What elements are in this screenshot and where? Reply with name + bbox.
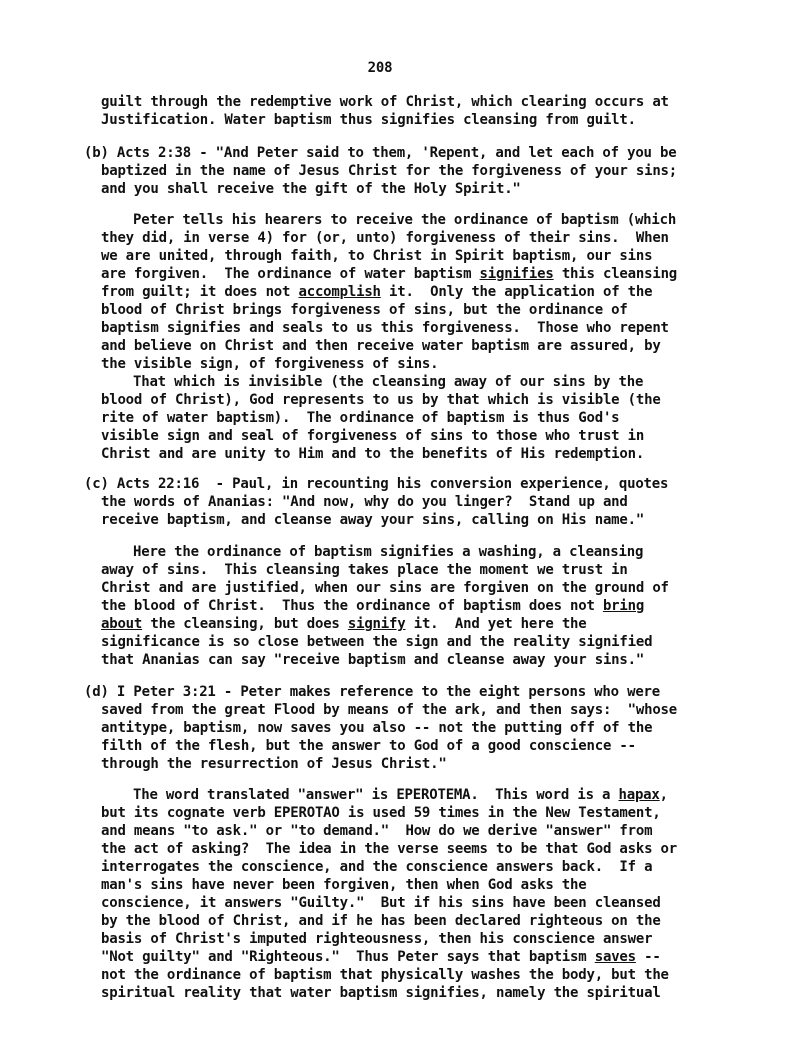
text-line: about the cleansing, but does signify it. And yet here the [101,616,587,632]
text-line: they did, in verse 4) for (or, unto) forgiveness of their sins. When [101,230,669,246]
text-line: The word translated "answer" is EPEROTEMA. This word is a hapax, [133,787,668,803]
text-line: are forgiven. The ordinance of water baptism signifies this cleansing [101,266,678,282]
text-line: by the blood of Christ, and if he has been declared righteous on the [101,913,661,929]
text-line: and believe on Christ and then receive water baptism are assured, by [101,338,661,354]
text-line: (d) I Peter 3:21 - Peter makes reference to the eight persons who were [84,684,661,700]
text-line: the act of asking? The idea in the verse seems to be that God asks or [101,841,678,857]
text-line: the words of Ananias: "And now, why do you linger? Stand up and [101,494,628,510]
text-line: blood of Christ), God represents to us by that which is visible (the [101,392,661,408]
text-line: the blood of Christ. Thus the ordinance of baptism does not bring [101,598,645,614]
text-line: and you shall receive the gift of the Holy Spirit." [101,181,521,197]
text-line: Here the ordinance of baptism signifies a washing, a cleansing [133,544,644,560]
text-line: we are united, through faith, to Christ in Spirit baptism, our sins [101,248,653,264]
text-line: through the resurrection of Jesus Christ." [101,756,447,772]
text-line: saved from the great Flood by means of the ark, and then says: "whose [101,702,678,718]
text-line: Justification. Water baptism thus signifies cleansing from guilt. [101,112,636,128]
text-line: significance is so close between the sign and the reality signified [101,634,653,650]
text-line: receive baptism, and cleanse away your sins, calling on His name." [101,512,645,528]
text-line: away of sins. This cleansing takes place the moment we trust in [101,562,628,578]
text-line: and means "to ask." or "to demand." How do we derive "answer" from [101,823,653,839]
text-line: baptized in the name of Jesus Christ for the forgiveness of your sins; [101,163,678,179]
text-line: (b) Acts 2:38 - "And Peter said to them, 'Repent, and let each of you be [84,145,677,161]
text-line: rite of water baptism). The ordinance of baptism is thus God's [101,410,620,426]
text-line: the visible sign, of forgiveness of sins. [101,356,439,372]
text-line: but its cognate verb EPEROTAO is used 59 times in the New Testament, [101,805,661,821]
text-line: (c) Acts 22:16 - Paul, in recounting his conversion experience, quotes [84,476,669,492]
text-line: spiritual reality that water baptism signifies, namely the spiritual [101,985,661,1001]
page-number: 208 [367,60,393,76]
text-line: interrogates the conscience, and the conscience answers back. If a [101,859,653,875]
text-line: filth of the flesh, but the answer to God of a good conscience -- [101,738,636,754]
text-line: Christ and are unity to Him and to the benefits of His redemption. [101,446,645,462]
text-line: "Not guilty" and "Righteous." Thus Peter says that baptism saves -- [101,949,661,965]
text-line: Peter tells his hearers to receive the ordinance of baptism (which [133,212,677,228]
text-line: conscience, it answers "Guilty." But if his sins have been cleansed [101,895,661,911]
text-line: not the ordinance of baptism that physically washes the body, but the [101,967,669,983]
text-line: blood of Christ brings forgiveness of sins, but the ordinance of [101,302,628,318]
text-line: visible sign and seal of forgiveness of sins to those who trust in [101,428,645,444]
text-line: from guilt; it does not accomplish it. Only the application of the [101,284,653,300]
text-line: guilt through the redemptive work of Christ, which clearing occurs at [101,94,669,110]
text-line: antitype, baptism, now saves you also -- not the putting off of the [101,720,653,736]
text-line: man's sins have never been forgiven, then when God asks the [101,877,587,893]
text-line: basis of Christ's imputed righteousness, then his conscience answer [101,931,653,947]
text-line: Christ and are justified, when our sins are forgiven on the ground of [101,580,669,596]
text-line: baptism signifies and seals to us this forgiveness. Those who repent [101,320,669,336]
text-line: That which is invisible (the cleansing away of our sins by the [133,374,644,390]
text-line: that Ananias can say "receive baptism and cleanse away your sins." [101,652,645,668]
